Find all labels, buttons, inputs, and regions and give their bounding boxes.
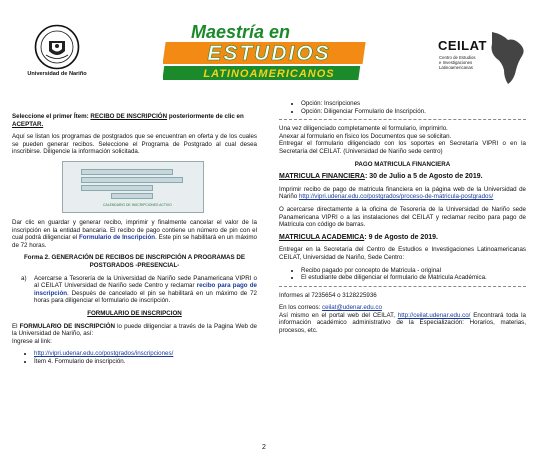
matricula-academica-heading (279, 234, 526, 242)
university-name: Universidad de Nariño (27, 71, 87, 77)
step-select-text: Seleccione el primer Ítem: (12, 113, 91, 120)
list-item: • Opción: Inscripciones (301, 100, 526, 108)
pago-title: PAGO MATRICULA FINANCIERA (354, 160, 451, 168)
form-screenshot-field (81, 185, 153, 191)
list-item: • Opción: Diligenciar Formulario de Inscripción. (301, 108, 526, 116)
financiera-label: MATRICULA FINANCIERA (279, 173, 365, 181)
academica-bullet-list (279, 267, 526, 282)
formulario-bold: FORMULARIO DE INSCRIPCIÓN (19, 322, 116, 330)
banner-line-1: Maestría en (191, 22, 291, 42)
ceilat-name: CEILAT (438, 38, 487, 53)
ingrese-link-text: Ingrese al link: (12, 337, 52, 345)
ceilat-sub-line-1: Centro de Estudios (439, 55, 476, 60)
banner-line-2: ESTUDIOS (207, 42, 331, 65)
recibo-inscripcion-label: RECIBO DE INSCRIPCIÓN (90, 113, 168, 120)
udenar-logo (12, 24, 102, 77)
banner-line-3: LATINOAMERICANOS (203, 68, 335, 80)
inscripciones-link[interactable]: http://vipri.udenar.edu.co/postgrados/inscripciones/ (34, 350, 174, 358)
financiera-date: : 30 de Julio a 5 de Agosto de 2019. (364, 173, 483, 181)
page-number: 2 (262, 444, 266, 451)
entrega-paragraph (279, 125, 526, 155)
formulario-title: FORMULARIO DE INSCRIPCION (87, 309, 182, 317)
left-column (12, 113, 257, 369)
formulario-text-2: lo puede diligenciar a través de la Pagina Web de la Universidad de Nariño, así: (12, 322, 257, 338)
correo-label: En los correos: (279, 304, 322, 312)
item-a-text: Acercarse a Tesorería de la Universidad de Nariño sede Panamericana VIPRI o al CEILAT Universidad de Nariño sede Centro y reclamar (34, 274, 257, 290)
list-item: • El estudiante debe diligenciar el formulario de Matricula Académica. (301, 274, 526, 282)
academica-paragraph: Entregar en la Secretaría del Centro de Estudios e Investigaciones Latinoamericanas CEILAT, Universidad de Nariño, Sede Centro: (279, 246, 526, 261)
form-screenshot-field (81, 177, 183, 183)
dashed-divider (279, 119, 526, 120)
aceptar-label: ACEPTAR. (12, 120, 44, 128)
payment-paragraph (12, 219, 257, 249)
list-item (34, 358, 257, 366)
financiera-text: Imprimir recibo de pago de matricula financiera en la página web de la Universidad de Nariño (279, 185, 526, 201)
formulario-paragraph (12, 323, 257, 346)
web-text-2: Encontrará toda la información académico administrativo de la Especialización: Horarios, materias, procesos, etc. (279, 311, 526, 335)
ceilat-sub-line-2: e Investigaciones (439, 60, 473, 65)
entrega-line-2: Anexar al formulario en físico los Documentos que se solicitan. (279, 132, 452, 140)
formulario-text: El (12, 322, 20, 330)
dashed-divider (279, 286, 526, 287)
right-bullet-list (279, 100, 526, 115)
form-screenshot-button (111, 193, 153, 199)
item-a (12, 275, 257, 305)
entrega-line-3: Entregar el formulario diligenciado con los soportes en Secretaría VIPRI o en la Secretaría del CEILAT. (Universidad de Nariño sede centro) (279, 140, 526, 155)
financiera-paragraph-2: O acercarse directamente a la oficina de Tesorería de la Universidad de Nariño sede Panamericana VIPRI o a las instalaciones del CEILAT y reclamar recibo para pago de Matricula con código de barras. (279, 205, 526, 229)
email-link[interactable]: ceilat@udenar.edu.co (322, 304, 382, 312)
form-screenshot (62, 161, 204, 213)
item-a-number: a) (21, 274, 27, 282)
ceilat-logo (438, 30, 528, 82)
informes-text: Informes al 7235654 o 3128225936 (279, 291, 377, 299)
university-seal-icon (34, 24, 80, 70)
form-screenshot-caption: CALENDARIO DE INSCRIPCIONES ACTIVO (103, 203, 172, 208)
list-item[interactable] (34, 350, 257, 358)
latin-america-map-icon (488, 30, 530, 86)
academica-label: MATRICULA ACADEMICA (279, 233, 365, 241)
item-a-text-2: . Después de cancelado el pin se habilitará en un máximo de 72 horas para diligenciar el formulario de inscripción. (34, 289, 257, 305)
financiera-paragraph (279, 186, 526, 201)
left-bullet-list (12, 350, 257, 365)
academica-date: : 9 de Agosto de 2019. (364, 233, 438, 241)
programs-paragraph: Aquí se listan los programas de postgrados que se encuentran en oferta y de los cuales se pueden generar recibos. Seleccione el Programa de Postgrado al cual desea inscribirse. Diligencie la información solicitada. (12, 133, 257, 156)
ceilat-subtitle (439, 55, 476, 70)
entrega-line-1: Una vez diligenciado completamente el formulario, imprimirlo. (279, 125, 448, 133)
step-select-item (12, 113, 257, 128)
formulario-link-text: Formulario de Inscripción (78, 234, 156, 242)
ceilat-sub-line-3: Latinoamericanas (439, 65, 473, 70)
form-screenshot-field (81, 169, 173, 175)
matricula-link[interactable]: http://vipri.udenar.edu.co/postgrados/proceso-de-matricula-postgrados/ (298, 193, 494, 201)
list-item: • Recibo pagado por concepto de Matricula - original (301, 267, 526, 275)
step-select-text-2: posteriormente de clic en (167, 113, 244, 120)
right-column (279, 100, 526, 335)
payment-text-2: . Este pin se habilitará en un máximo de 72 horas. (12, 234, 257, 249)
contact-paragraph (279, 304, 526, 334)
payment-text: Dar clic en guardar y generar recibo, imprimir y finalmente cancelar el valor de la inscripción en la entidad bancaria. El recibo de pago contiene un número de pin con el cual podrá diligenciar el (12, 218, 257, 242)
ceilat-web-link[interactable]: http://ceilat.udenar.edu.co/ (397, 311, 471, 319)
matricula-financiera-heading (279, 173, 526, 181)
maestria-banner (163, 18, 375, 84)
item-4-text: Ítem 4. Formulario de inscripción. (34, 357, 126, 365)
web-text: Así mismo en el portal web del CEILAT, (279, 311, 398, 319)
recibo-pago-text: recibo para pago de inscripción (34, 282, 258, 297)
page-header (0, 0, 534, 96)
forma2-title: Forma 2. GENERACIÓN DE RECIBOS DE INSCRIPCIÓN A PROGRAMAS DE POSTGRADOS -PRESENCIAL- (24, 254, 245, 269)
